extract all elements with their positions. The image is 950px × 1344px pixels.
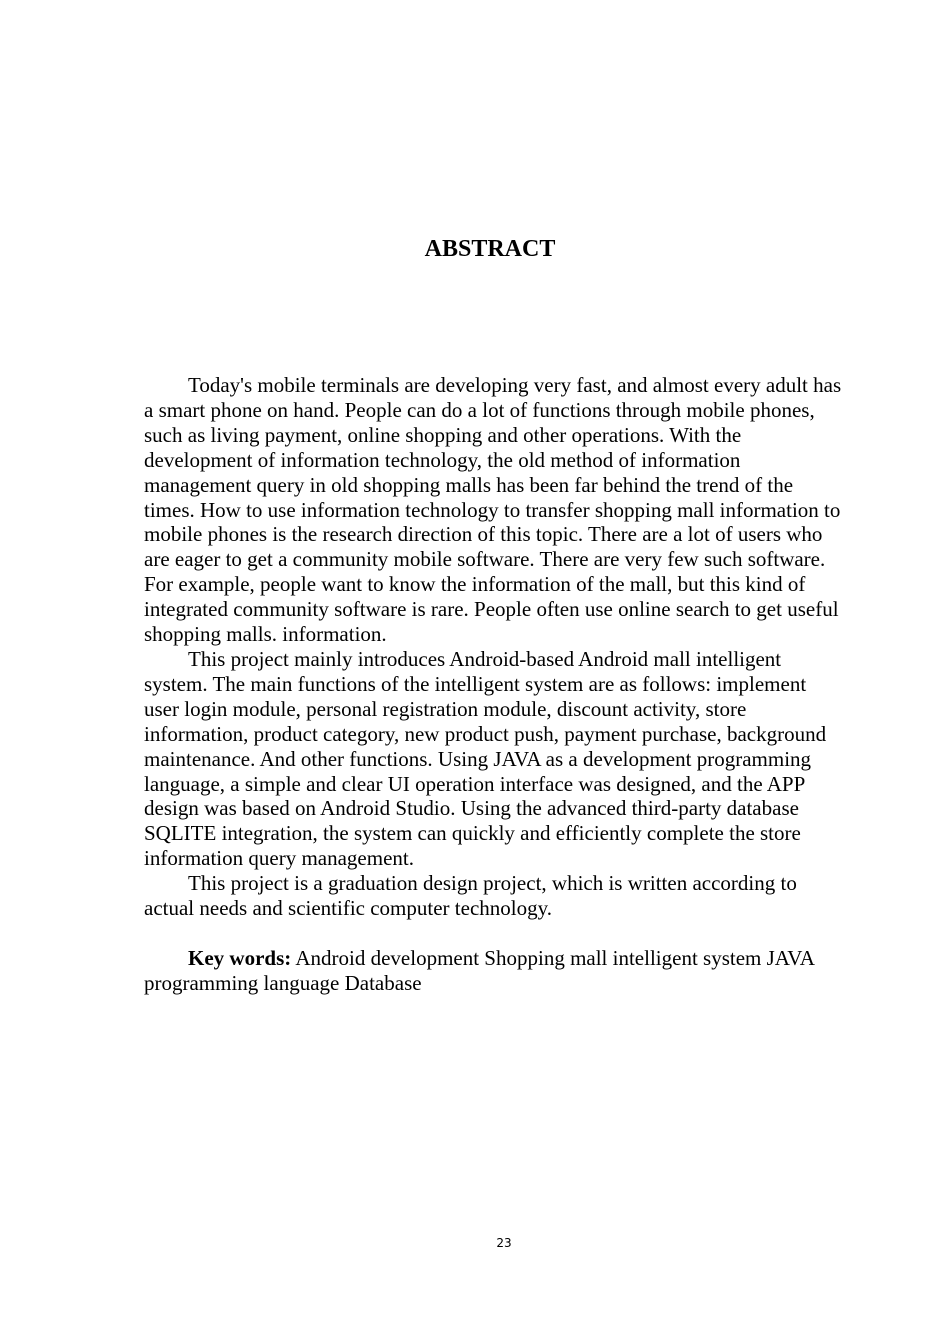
keywords-label: Key words:: [188, 945, 292, 970]
abstract-paragraph-1: Today's mobile terminals are developing very fast, and almost every adult has a smart phone on hand. People can do a lot of functions through mobile phones, such as living payment, online shopping and other operations. With the development of information technology, the old method of information management query in old shopping malls has been far behind the trend of the times. How to use information technology to transfer shopping mall information to mobile phones is the research direction of this topic. There are a lot of users who are eager to get a community mobile software. There are very few such software. For example, people want to know the information of the mall, but this kind of integrated community software is rare. People often use online search to get useful shopping malls. information.: [144, 373, 842, 647]
page-number: 23: [496, 1236, 512, 1250]
abstract-title: ABSTRACT: [424, 236, 556, 262]
keywords-text: Android development Shopping mall intelligent system JAVA programming language Database: [144, 945, 814, 995]
keywords-line: [144, 946, 844, 996]
abstract-paragraph-2: This project mainly introduces Android-based Android mall intelligent system. The main functions of the intelligent system are as follows: implement user login module, personal registration module, discount activity, store information, product category, new product push, payment purchase, background maintenance. And other functions. Using JAVA as a development programming language, a simple and clear UI operation interface was designed, and the APP design was based on Android Studio. Using the advanced third-party database SQLITE integration, the system can quickly and efficiently complete the store information query management.: [144, 646, 827, 871]
abstract-paragraph-3: This project is a graduation design project, which is written according to actual needs and scientific computer technology.: [144, 871, 797, 921]
abstract-body: [144, 373, 844, 996]
